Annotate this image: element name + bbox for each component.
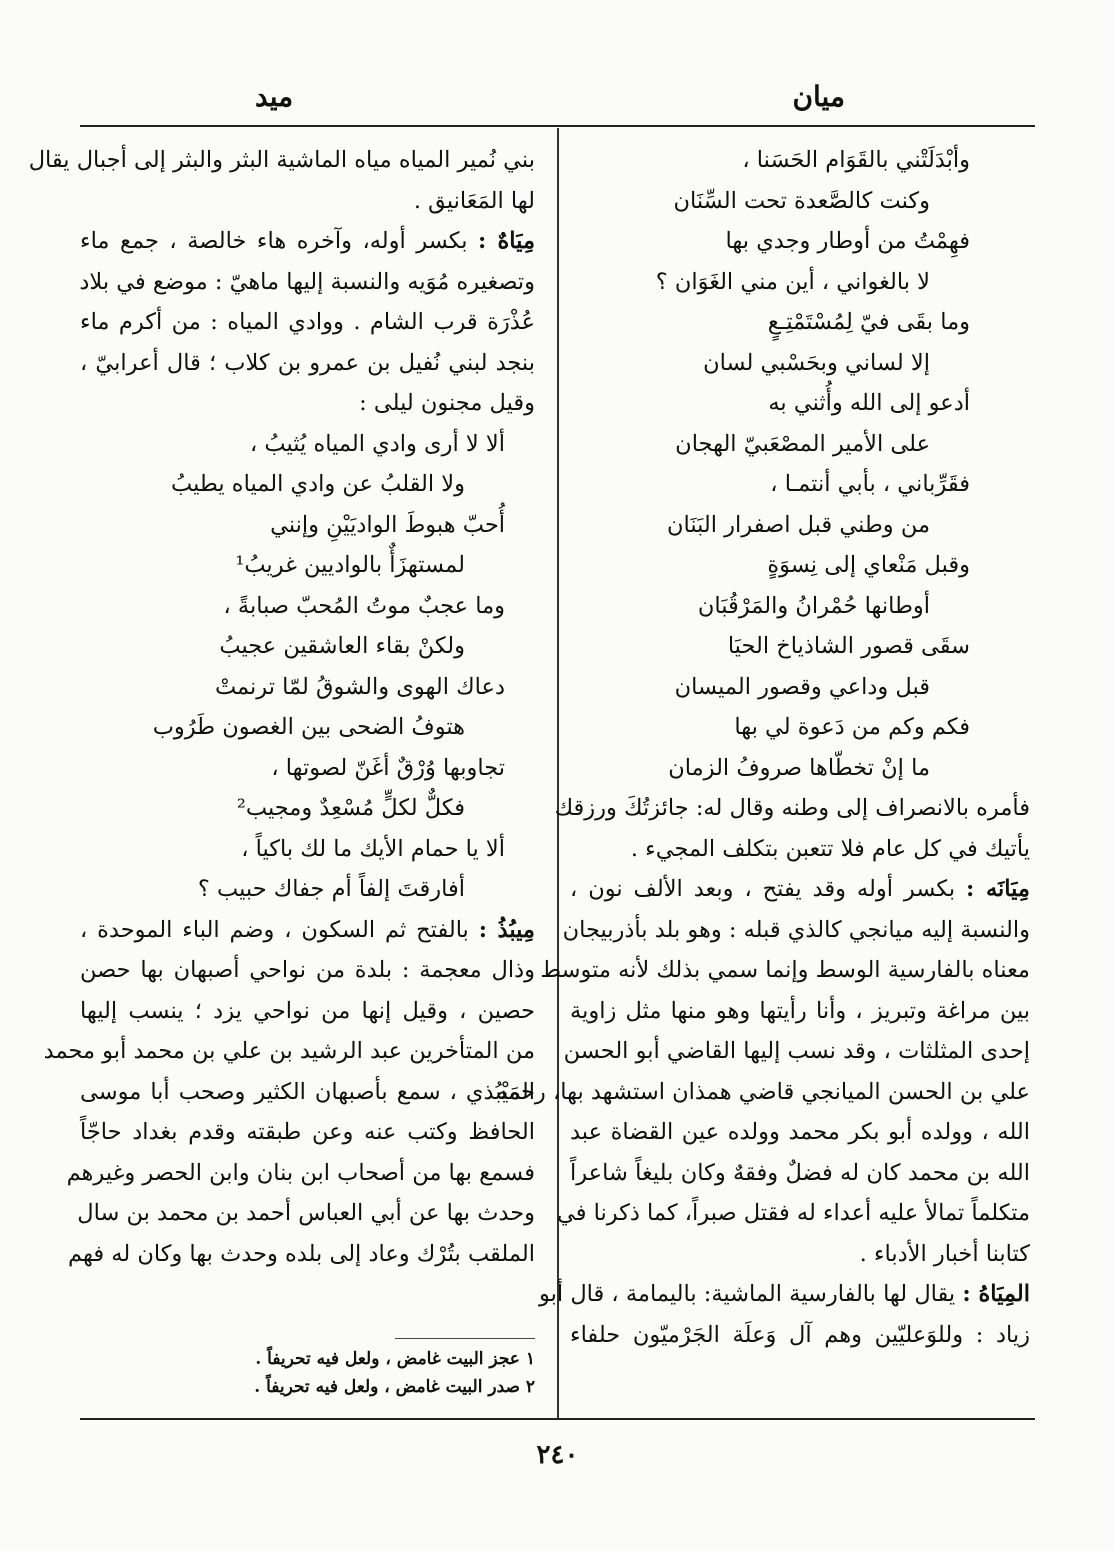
text-line — [77, 1193, 535, 1234]
line-text: عُذْرَة قرب الشام . ووادي المياه : من أكرم ماء — [80, 309, 535, 335]
text-line — [68, 1234, 535, 1275]
line-text: الله بن محمد كان له فضلٌ وفقهٌ وكان بليغاً شاعراً — [570, 1159, 1030, 1186]
line-text: تجاوبها وُرْقٌ أغَنّ لصوتها ، — [271, 754, 505, 781]
text-line — [570, 343, 1030, 384]
text-line — [495, 1072, 1030, 1113]
text-line — [540, 950, 1030, 991]
text-line — [66, 1153, 535, 1194]
line-text: أُحبّ هبوطَ الواديَيْنِ وإنني — [270, 511, 505, 538]
right-column — [495, 140, 1030, 1355]
line-text: سقَى قصور الشاذياخ الحيَا — [727, 633, 970, 659]
line-text: والنسبة إليه ميانجي كالذي قبله : وهو بلد بأذربيجان — [562, 916, 1030, 943]
footnote-2: ٢ صدر البيت غامض ، ولعل فيه تحريفاً . — [254, 1377, 535, 1397]
text-line — [556, 1193, 1030, 1234]
running-header-left: ميد — [255, 80, 294, 113]
text-line — [43, 1031, 535, 1072]
text-line — [80, 181, 535, 222]
text-line — [80, 626, 535, 667]
line-text: المَيْبُذي ، سمع بأصبهان الكثير وصحب أبا موسى — [80, 1078, 535, 1105]
text-line — [563, 1031, 1030, 1072]
line-text: بكسر أوله وقد يفتح ، وبعد الألف نون ، — [570, 876, 967, 902]
text-line — [80, 707, 535, 748]
text-line — [80, 464, 535, 505]
text-line — [28, 140, 535, 181]
line-text: إحدى المثلثات ، وقد نسب إليها القاضي أبو الحسن — [563, 1038, 1030, 1064]
text-line — [570, 262, 1030, 303]
line-text: فسمع بها من أصحاب ابن بنان وابن الحصر وغيرهم — [66, 1159, 535, 1186]
text-line — [570, 869, 1030, 910]
footnotes — [80, 1345, 535, 1401]
line-text: أفارقتَ إلفاً أم جفاك حبيب ؟ — [197, 876, 465, 902]
text-line — [554, 788, 1030, 829]
line-text: الملقب بتُرْك وعاد إلى بلده وحدث بها وكان له فهم — [68, 1240, 535, 1267]
text-line — [539, 1274, 1030, 1315]
text-line — [570, 748, 1030, 789]
line-text: الحافظ وكتب عنه وعن طبقته وقدم بغداد حاجّاً — [80, 1119, 535, 1145]
line-text: فكم وكم من دَعوة لي بها — [734, 714, 970, 740]
text-line — [570, 707, 1030, 748]
line-text: وكنت كالصَّعدة تحت السِّنَان — [673, 187, 930, 214]
text-line — [570, 424, 1030, 465]
line-text: وقبل مَنْعاي إلى نِسوَةٍ — [767, 552, 970, 578]
text-line — [570, 1153, 1030, 1194]
text-line — [570, 140, 1030, 181]
line-text: متكلماً تمالأ عليه أعداء له فقتل صبراً، كما ذكرنا في — [556, 1200, 1030, 1226]
line-text: فهِمْتُ من أوطار وجدي بها — [725, 228, 970, 254]
text-line — [570, 545, 1030, 586]
text-line — [80, 788, 535, 829]
line-text: ألا يا حمام الأيك ما لك باكياً ، — [241, 835, 505, 862]
line-text: وتصغيره مُوَيه والنسبة إليها ماهيّ : موضع في بلاد — [79, 268, 535, 295]
entry-headword: مِيبُذُ : — [478, 916, 535, 943]
text-line — [80, 748, 535, 789]
line-text: زياد : وللوَعليّين وهم آل وَعلَة الجَرْميّون حلفاء — [570, 1321, 1030, 1348]
line-text: من وطني قبل اصفرار البَنَان — [666, 511, 930, 538]
page-number: ٢٤٠ — [536, 1440, 579, 1470]
line-text: وأبْدَلَتْني بالقَوَام الحَسَنا ، — [742, 147, 970, 173]
line-text: حصين ، وقيل إنها من نواحي يزد ؛ ينسب إليها — [80, 997, 535, 1024]
line-text: علي بن الحسن الميانجي قاضي همذان استشهد بها، رحمه — [495, 1078, 1030, 1105]
text-line — [80, 869, 535, 910]
line-text: ولا القلبُ عن وادي المياه يطيبُ — [171, 471, 465, 497]
text-line — [570, 829, 1030, 870]
line-text: وما بقَى فيّ لِمُسْتَمْتِـعٍ — [767, 309, 970, 335]
text-line — [80, 262, 535, 303]
line-text: هتوفُ الضحى بين الغصون طَرُوب — [152, 714, 465, 740]
text-line — [80, 991, 535, 1032]
line-text: ألا لا أرى وادي المياه يُثيبُ ، — [249, 430, 505, 457]
line-text: أوطانها حُمْرانُ والمَرْقُبَان — [697, 592, 930, 619]
entry-headword: مِيَانَه : — [966, 876, 1030, 902]
footnote-rule — [395, 1338, 535, 1339]
text-line — [570, 505, 1030, 546]
line-text: بكسر أوله، وآخره هاء خالصة ، جمع ماء — [80, 228, 478, 254]
line-text: بين مراغة وتبريز ، وأنا رأيتها وهو منها مثل زاوية — [570, 997, 1030, 1024]
text-line — [80, 950, 535, 991]
line-text: كتابنا أخبار الأدباء . — [859, 1240, 1030, 1267]
line-text: بنجد لبني نُفيل بن عمرو بن كلاب ؛ قال أعرابيّ ، — [80, 349, 535, 376]
line-text: ولكنْ بقاء العاشقين عجيبُ — [219, 633, 465, 659]
line-text: دعاك الهوى والشوقُ لمّا ترنمتْ — [214, 673, 505, 700]
text-line — [80, 545, 535, 586]
running-header-right: ميان — [792, 80, 845, 113]
line-text: وذال معجمة : بلدة من نواحي أصبهان بها حصن — [80, 957, 535, 983]
text-line — [80, 1072, 535, 1113]
text-line — [570, 464, 1030, 505]
footnote-1: ١ عجز البيت غامض ، ولعل فيه تحريفاً . — [255, 1349, 535, 1369]
line-text: وما عجبٌ موتُ المُحبّ صبابةً ، — [223, 592, 505, 619]
header-rule — [80, 125, 1035, 127]
line-text: لا بالغواني ، أين مني الغَوَان ؟ — [655, 268, 930, 295]
line-text: يأتيك في كل عام فلا تتعبن بتكلف المجيء . — [630, 835, 1030, 862]
line-text: فكلٌّ لكلٍّ مُسْعِدٌ ومجيب² — [236, 795, 465, 821]
text-line — [570, 667, 1030, 708]
text-line — [80, 221, 535, 262]
line-text: معناه بالفارسية الوسط وإنما سمي بذلك لأنه متوسط — [540, 957, 1030, 983]
left-column — [28, 140, 535, 1274]
line-text: بالفتح ثم السكون ، وضم الباء الموحدة ، — [80, 916, 479, 943]
line-text: بني نُمير المياه مياه الماشية البثر والبثر إلى أجبال يقال — [28, 147, 535, 173]
text-line — [80, 383, 535, 424]
line-text: الله ، وولده أبو بكر محمد وولده عين القضاة عبد — [570, 1119, 1030, 1145]
text-line — [570, 1234, 1030, 1275]
text-line — [570, 586, 1030, 627]
line-text: فأمره بالانصراف إلى وطنه وقال له: جائزتُكَ ورزقك — [554, 795, 1030, 821]
line-text: فقَرِّباني ، بأبي أنتمـا ، — [770, 471, 970, 497]
text-line — [80, 343, 535, 384]
text-line — [570, 626, 1030, 667]
line-text: وحدث بها عن أبي العباس أحمد بن محمد بن سال — [77, 1200, 535, 1226]
line-text: وقيل مجنون ليلى : — [359, 390, 535, 416]
text-line — [570, 1112, 1030, 1153]
text-line — [80, 829, 535, 870]
text-line — [570, 383, 1030, 424]
footer-rule — [80, 1418, 1035, 1420]
line-text: لها المَعَانيق . — [413, 187, 535, 214]
text-line — [570, 302, 1030, 343]
text-line — [80, 424, 535, 465]
line-text: لمستهزَأٌ بالواديين غريبُ¹ — [235, 552, 465, 578]
line-text: من المتأخرين عبد الرشيد بن علي بن محمد أبو محمد — [43, 1038, 535, 1064]
line-text: على الأمير المصْعَبيّ الهجان — [675, 430, 930, 457]
text-line — [570, 991, 1030, 1032]
line-text: يقال لها بالفارسية الماشية: باليمامة ، قال أبو — [539, 1281, 963, 1307]
line-text: إلا لساني وبحَسْبي لسان — [703, 349, 930, 376]
text-line — [80, 1112, 535, 1153]
text-line — [570, 1315, 1030, 1356]
text-line — [570, 181, 1030, 222]
line-text: أدعو إلى الله وأُثني به — [768, 390, 970, 416]
text-line — [80, 505, 535, 546]
text-line — [562, 910, 1030, 951]
text-line — [80, 667, 535, 708]
line-text: قبل وداعي وقصور الميسان — [674, 673, 930, 700]
entry-headword: المِيَاهُ : — [962, 1281, 1030, 1307]
text-line — [80, 910, 535, 951]
entry-headword: مِيَاهٌ : — [478, 228, 535, 254]
text-line — [80, 302, 535, 343]
text-line — [570, 221, 1030, 262]
line-text: ما إنْ تخطّاها صروفُ الزمان — [668, 754, 930, 781]
text-line — [80, 586, 535, 627]
